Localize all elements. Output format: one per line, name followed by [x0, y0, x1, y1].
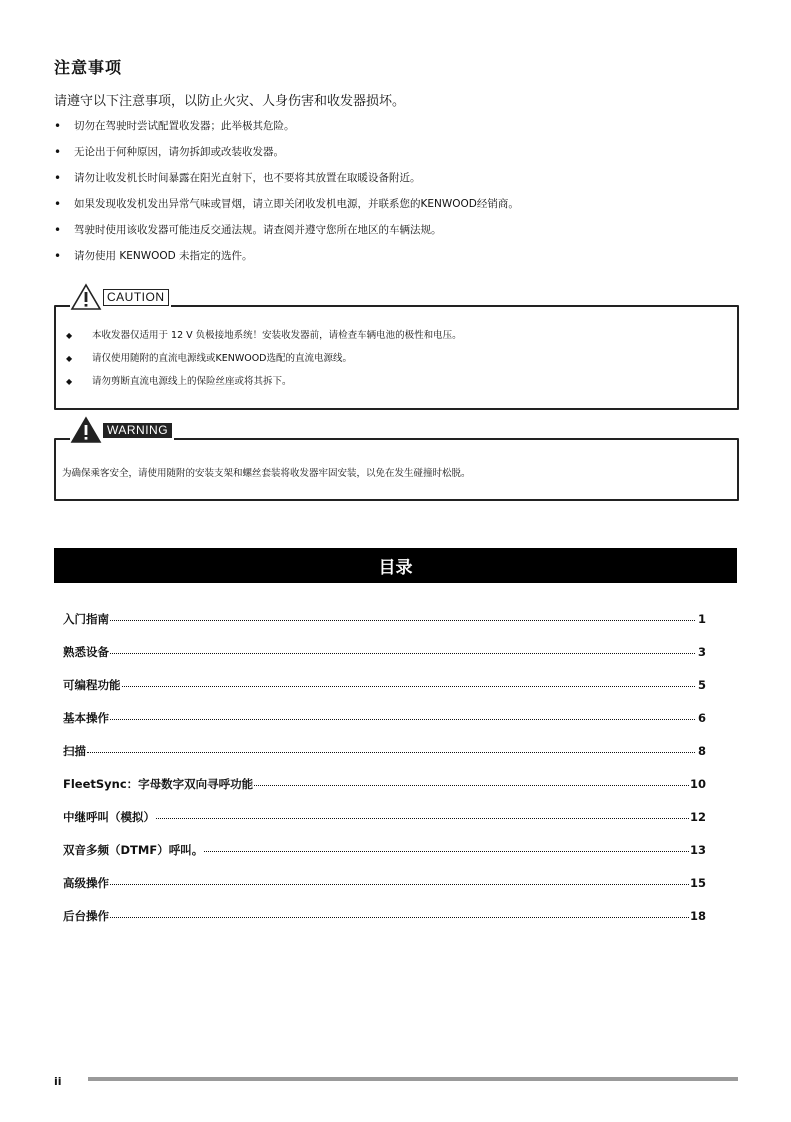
list-item — [66, 329, 462, 352]
toc-entry[interactable] — [63, 842, 706, 875]
list-item — [54, 196, 754, 222]
toc-entry[interactable] — [63, 611, 706, 644]
list-item — [54, 144, 754, 170]
caution-box — [54, 289, 739, 410]
toc-entry-page: 3 — [697, 645, 706, 659]
toc-entry[interactable] — [63, 644, 706, 677]
toc-leader — [110, 653, 695, 654]
toc-leader — [156, 818, 689, 819]
toc-entry-page: 1 — [697, 612, 706, 626]
bullet-icon: • — [54, 249, 62, 263]
caution-item-text: 本收发器仅适用于 12 V 负极接地系统！安装收发器前，请检查车辆电池的极性和电压。 — [92, 330, 462, 341]
caution-header — [70, 283, 171, 311]
toc-entry-title[interactable]: FleetSync：字母数字双向寻呼功能 — [63, 777, 254, 791]
caution-item-text: 请仅使用随附的直流电源线或KENWOOD选配的直流电源线。 — [92, 353, 353, 364]
toc-entry-title[interactable]: 高级操作 — [63, 876, 109, 890]
toc-entry-title[interactable]: 扫描 — [63, 744, 86, 758]
toc-entry-page: 5 — [697, 678, 706, 692]
diamond-bullet-icon: ◆ — [66, 331, 71, 340]
notes-item-text: 无论出于何种原因，请勿拆卸或改装收发器。 — [74, 146, 284, 158]
notes-item-text: 驾驶时使用该收发器可能违反交通法规。请查阅并遵守您所在地区的车辆法规。 — [74, 224, 442, 236]
toc-entry-title[interactable]: 中继呼叫（模拟） — [63, 810, 155, 824]
notes-intro: 请遵守以下注意事项，以防止火灾、人身伤害和收发器损坏。 — [54, 94, 406, 109]
toc-leader — [110, 620, 695, 621]
toc-entry-page: 12 — [689, 810, 706, 824]
list-item — [66, 375, 462, 398]
toc-entry[interactable] — [63, 776, 706, 809]
notes-heading: 注意事项 — [54, 58, 123, 77]
toc-title: 目录 — [378, 558, 413, 578]
bullet-icon: • — [54, 171, 62, 185]
toc-entry-title[interactable]: 基本操作 — [63, 711, 109, 725]
diamond-bullet-icon: ◆ — [66, 354, 71, 363]
toc-entry-page: 15 — [689, 876, 706, 890]
warning-box — [54, 422, 739, 501]
notes-list — [54, 118, 754, 274]
toc-leader — [110, 917, 689, 918]
list-item — [54, 118, 754, 144]
toc-leader — [110, 884, 689, 885]
bullet-icon: • — [54, 223, 62, 237]
notes-item-text: 如果发现收发机发出异常气味或冒烟，请立即关闭收发机电源，并联系您的KENWOOD经销商。 — [74, 198, 519, 210]
toc-entry-title[interactable]: 熟悉设备 — [63, 645, 109, 659]
warning-header — [70, 416, 174, 444]
caution-triangle-icon — [70, 283, 102, 311]
toc-entry[interactable] — [63, 908, 706, 941]
bullet-icon: • — [54, 197, 62, 211]
toc-entry-title[interactable]: 双音多频（DTMF）呼叫。 — [63, 843, 204, 857]
toc-leader — [204, 851, 689, 852]
toc-entry[interactable] — [63, 677, 706, 710]
toc-entry-page: 18 — [689, 909, 706, 923]
toc-entry-page: 13 — [689, 843, 706, 857]
caution-list — [66, 329, 462, 398]
list-item — [54, 248, 754, 274]
list-item — [66, 352, 462, 375]
toc-entry-page: 10 — [689, 777, 706, 791]
diamond-bullet-icon: ◆ — [66, 377, 71, 386]
toc-entry-page: 6 — [697, 711, 706, 725]
toc-entry[interactable] — [63, 809, 706, 842]
toc-leader — [254, 785, 689, 786]
list-item — [54, 222, 754, 248]
bullet-icon: • — [54, 119, 62, 133]
warning-text: 为确保乘客安全，请使用随附的安装支架和螺丝套装将收发器牢固安装，以免在发生碰撞时松脱。 — [62, 468, 471, 479]
toc-leader — [122, 686, 696, 687]
toc-entry-page: 8 — [697, 744, 706, 758]
notes-item-text: 切勿在驾驶时尝试配置收发器；此举极其危险。 — [74, 120, 295, 132]
toc-entry-title[interactable]: 入门指南 — [63, 612, 109, 626]
list-item — [54, 170, 754, 196]
notes-item-text: 请勿让收发机长时间暴露在阳光直射下，也不要将其放置在取暖设备附近。 — [74, 172, 421, 184]
notes-item-text: 请勿使用 KENWOOD 未指定的选件。 — [74, 250, 253, 262]
bullet-icon: • — [54, 145, 62, 159]
warning-label: WARNING — [103, 423, 172, 438]
toc-entry-title[interactable]: 后台操作 — [63, 909, 109, 923]
caution-item-text: 请勿剪断直流电源线上的保险丝座或将其拆下。 — [92, 376, 292, 387]
toc-entry[interactable] — [63, 743, 706, 776]
footer-page-number: ii — [54, 1075, 62, 1088]
toc-title-bar — [54, 548, 737, 583]
warning-triangle-icon — [70, 416, 102, 444]
toc-leader — [110, 719, 695, 720]
toc-entry-title[interactable]: 可编程功能 — [63, 678, 121, 692]
caution-label: CAUTION — [103, 289, 169, 306]
toc-entry[interactable] — [63, 710, 706, 743]
toc-leader — [87, 752, 695, 753]
toc-list — [63, 611, 706, 941]
toc-entry[interactable] — [63, 875, 706, 908]
footer-rule — [88, 1077, 738, 1081]
